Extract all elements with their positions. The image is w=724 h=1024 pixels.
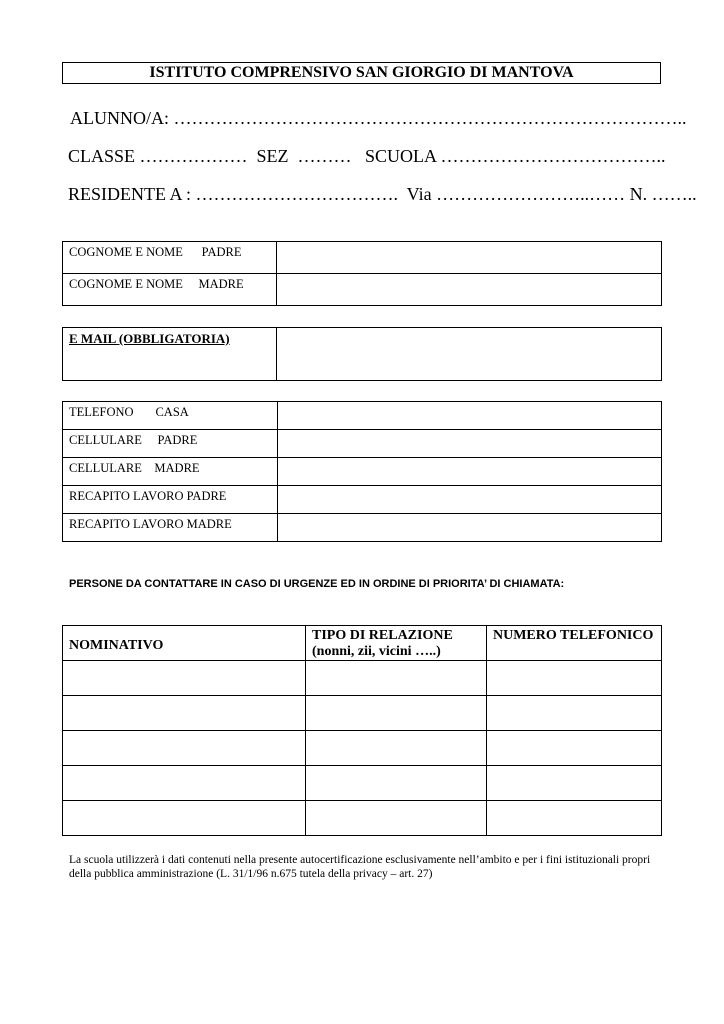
father-work-label: RECAPITO LAVORO PADRE — [69, 489, 227, 503]
contact-phone-cell[interactable] — [487, 731, 662, 766]
email-table — [62, 327, 662, 381]
contact-phone-cell[interactable] — [487, 661, 662, 696]
table-row — [63, 328, 662, 381]
table-row — [63, 514, 662, 542]
emergency-contacts-heading: PERSONE DA CONTATTARE IN CASO DI URGENZE ED IN ORDINE DI PRIORITA’ DI CHIAMATA: — [69, 578, 565, 590]
table-row — [63, 661, 662, 696]
column-header-phone: NUMERO TELEFONICO — [487, 626, 662, 661]
residence-address-field[interactable]: RESIDENTE A : ……………………………. Via ……………………..…… N. …….. — [68, 184, 697, 204]
contact-relation-cell[interactable] — [306, 731, 487, 766]
email-label: E MAIL (OBBLIGATORIA) — [63, 328, 277, 381]
table-row — [63, 274, 662, 306]
contact-relation-cell[interactable] — [306, 801, 487, 836]
mother-mobile-label: CELLULARE MADRE — [69, 461, 200, 475]
table-row — [63, 801, 662, 836]
email-input[interactable] — [277, 328, 662, 381]
contact-phone-cell[interactable] — [487, 766, 662, 801]
table-row — [63, 731, 662, 766]
class-section-school-field[interactable]: CLASSE ……………… SEZ ……… SCUOLA ……………………………….. — [68, 146, 666, 166]
phones-table — [62, 401, 662, 542]
table-header-row — [63, 626, 662, 661]
contact-name-cell[interactable] — [63, 696, 306, 731]
mother-name-label: COGNOME E NOME MADRE — [69, 277, 244, 291]
privacy-notice: La scuola utilizzerà i dati contenuti nella presente autocertificazione esclusivamente nell’ambito e per i fini istituzionali propri della pubblica amministrazione (L. 31/1/96 n.675 tutela della privacy – art. 27) — [69, 854, 651, 880]
mother-mobile-input[interactable] — [278, 458, 662, 486]
student-name-field[interactable]: ALUNNO/A: ………………………………………………………………………….. — [70, 108, 687, 128]
father-name-label: COGNOME E NOME PADRE — [69, 245, 242, 259]
contact-phone-cell[interactable] — [487, 801, 662, 836]
contact-relation-cell[interactable] — [306, 766, 487, 801]
father-name-input[interactable] — [277, 242, 662, 274]
table-row — [63, 766, 662, 801]
mother-work-label: RECAPITO LAVORO MADRE — [69, 517, 232, 531]
father-mobile-label: CELLULARE PADRE — [69, 433, 198, 447]
school-title: ISTITUTO COMPRENSIVO SAN GIORGIO DI MANTOVA — [62, 62, 661, 84]
table-row — [63, 402, 662, 430]
parents-table — [62, 241, 662, 306]
table-row — [63, 486, 662, 514]
father-mobile-input[interactable] — [278, 430, 662, 458]
contact-relation-cell[interactable] — [306, 696, 487, 731]
table-row — [63, 430, 662, 458]
emergency-contacts-table — [62, 625, 662, 836]
contact-name-cell[interactable] — [63, 731, 306, 766]
column-header-relation: TIPO DI RELAZIONE (nonni, zii, vicini …..) — [306, 626, 487, 661]
column-header-name: NOMINATIVO — [63, 626, 306, 661]
table-row — [63, 696, 662, 731]
contact-name-cell[interactable] — [63, 801, 306, 836]
table-row — [63, 242, 662, 274]
father-work-input[interactable] — [278, 486, 662, 514]
contact-relation-cell[interactable] — [306, 661, 487, 696]
mother-work-input[interactable] — [278, 514, 662, 542]
home-phone-label: TELEFONO CASA — [69, 405, 189, 419]
home-phone-input[interactable] — [278, 402, 662, 430]
contact-name-cell[interactable] — [63, 766, 306, 801]
contact-phone-cell[interactable] — [487, 696, 662, 731]
mother-name-input[interactable] — [277, 274, 662, 306]
contact-name-cell[interactable] — [63, 661, 306, 696]
table-row — [63, 458, 662, 486]
